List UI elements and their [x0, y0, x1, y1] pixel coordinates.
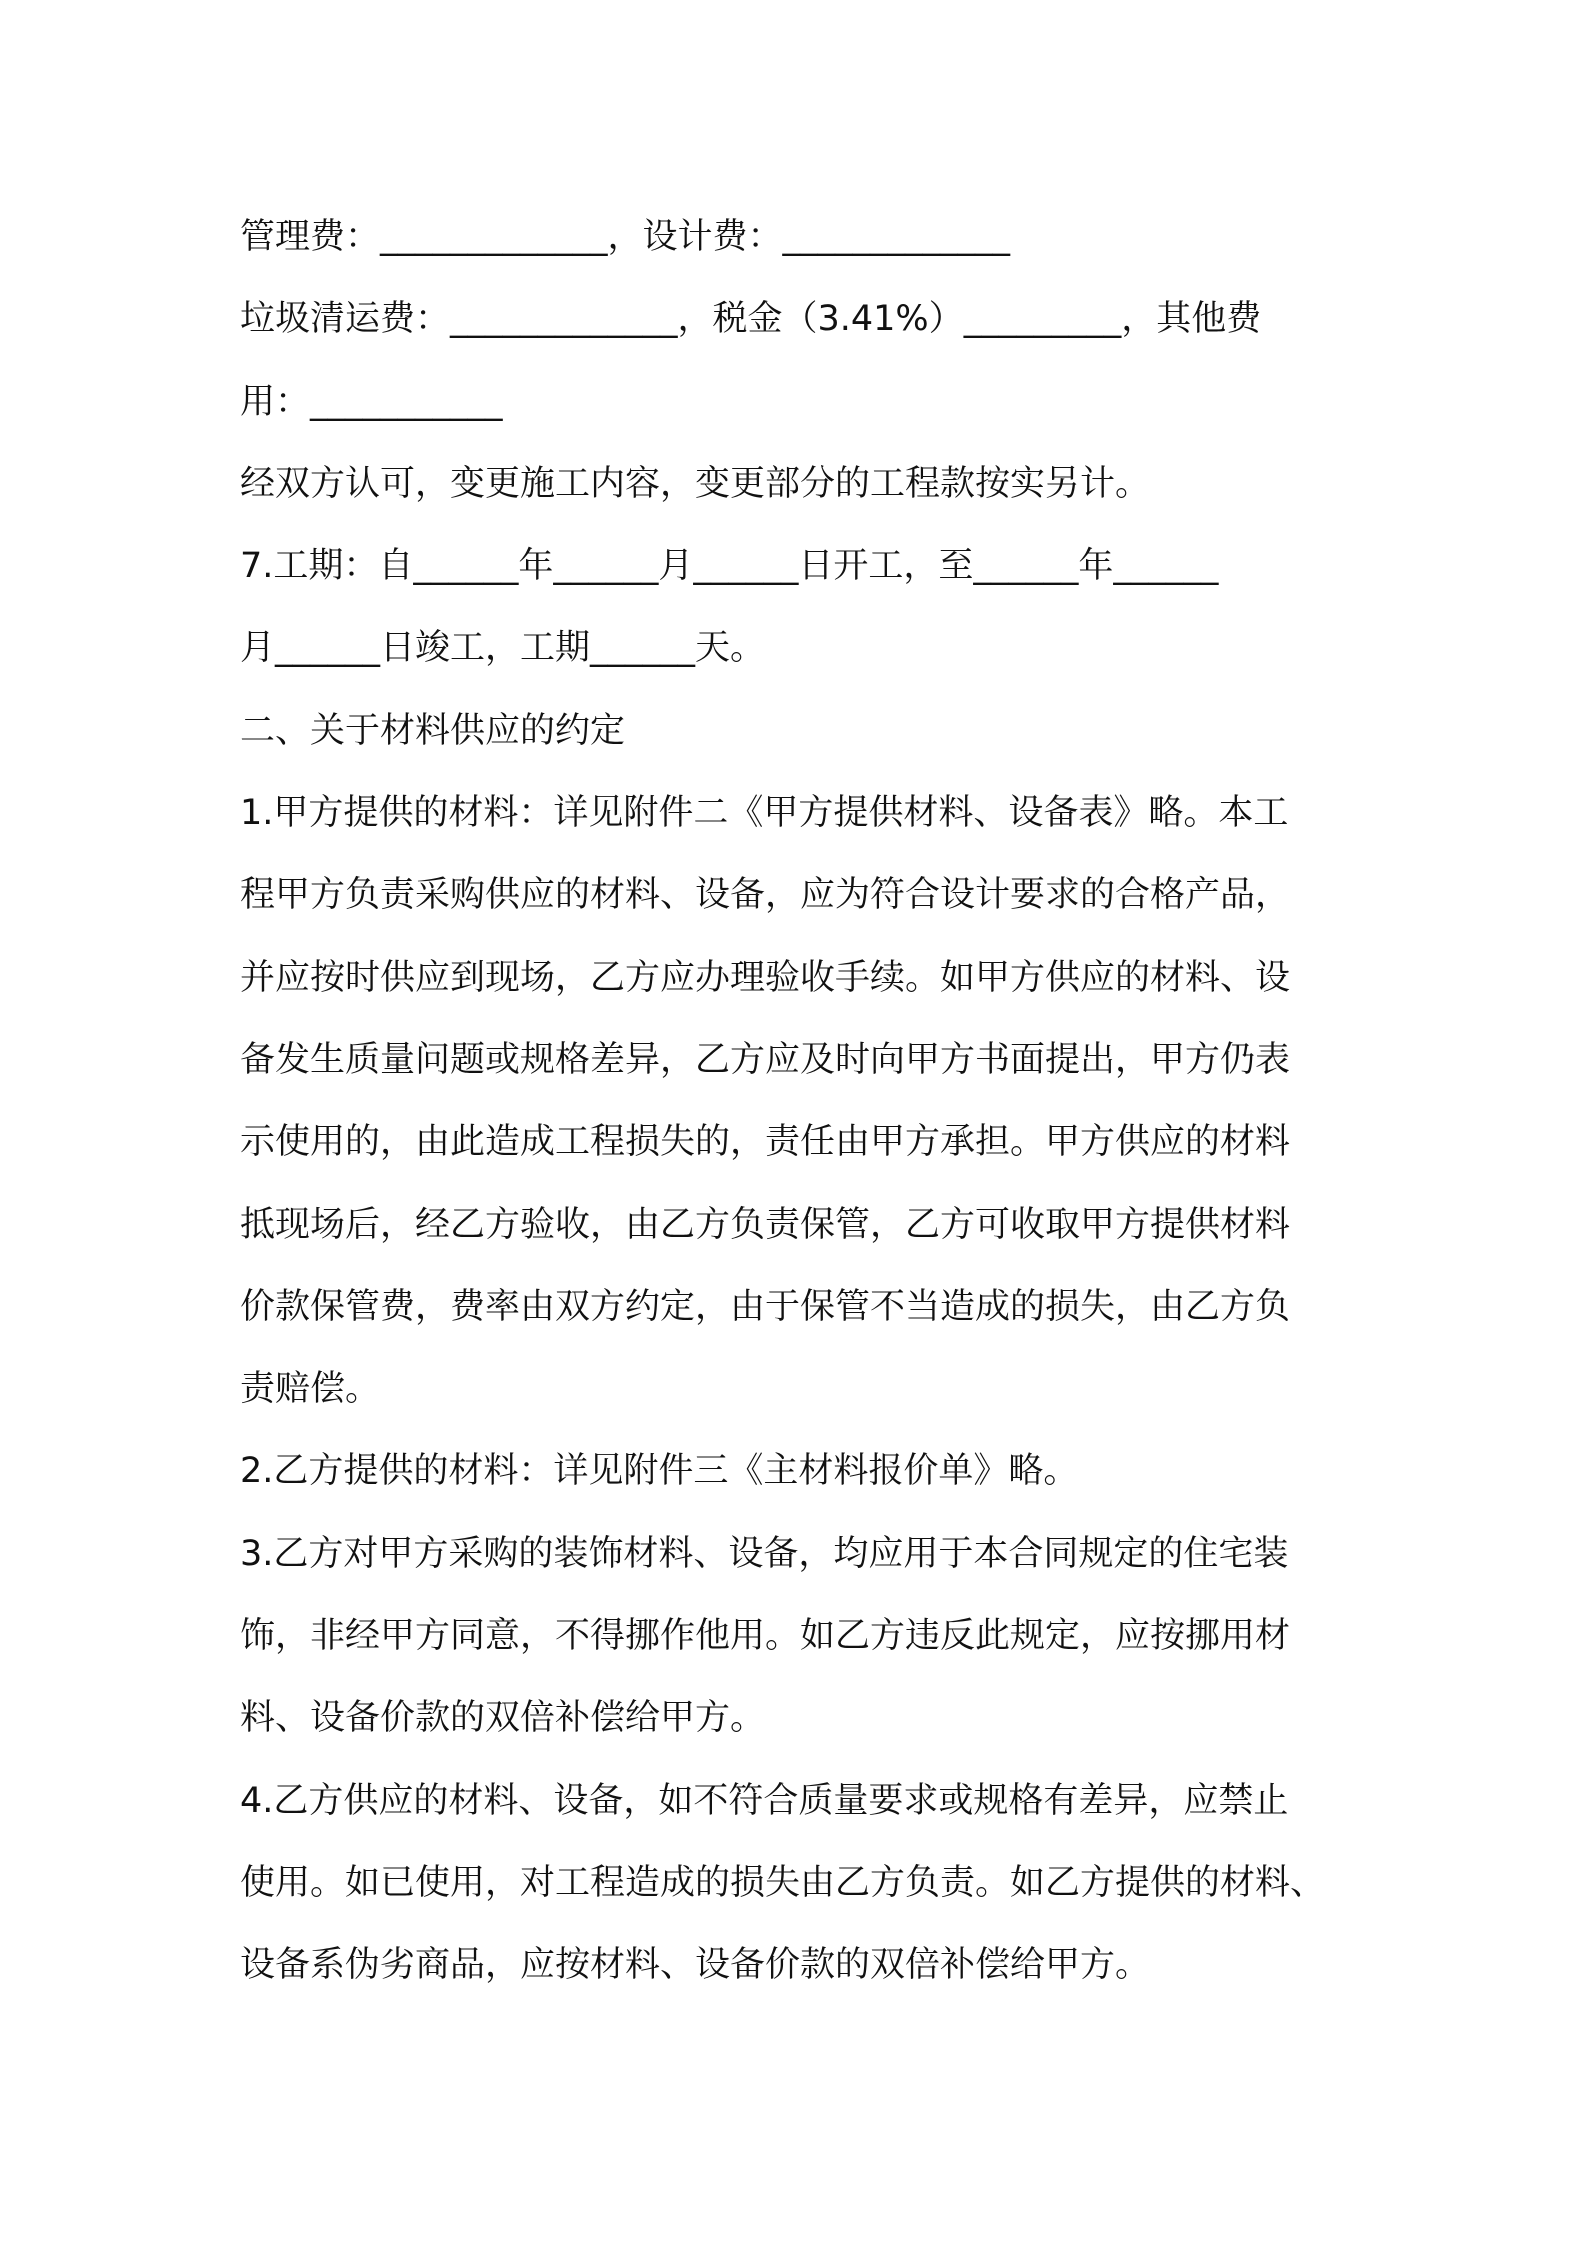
clause-1-line-2: 程甲方负责采购供应的材料、设备，应为符合设计要求的合格产品， [240, 875, 1291, 916]
clause-1-line-5: 示使用的，由此造成工程损失的，责任由甲方承担。甲方供应的材料 [240, 1122, 1291, 1163]
clause-1-line-7: 价款保管费，费率由双方约定，由于保管不当造成的损失，由乙方负 [240, 1286, 1291, 1327]
clause-1-line-3: 并应按时供应到现场，乙方应办理验收手续。如甲方供应的材料、设 [240, 957, 1291, 998]
clause-1-line-1: 1.甲方提供的材料：详见附件二《甲方提供材料、设备表》略。本工 [240, 793, 1289, 834]
clause-4-line-1: 4.乙方供应的材料、设备，如不符合质量要求或规格有差异，应禁止 [240, 1780, 1289, 1821]
clause-3-line-1: 3.乙方对甲方采购的装饰材料、设备，均应用于本合同规定的住宅装 [240, 1533, 1289, 1574]
clause-2-line-1: 2.乙方提供的材料：详见附件三《主材料报价单》略。 [240, 1451, 1079, 1492]
clause-4-line-2: 使用。如已使用，对工程造成的损失由乙方负责。如乙方提供的材料、 [240, 1862, 1326, 1903]
text-line-schedule-start: 7.工期：自______年______月______日开工，至______年______ [240, 546, 1219, 587]
text-line-fees-waste-tax: 垃圾清运费：_____________，税金（3.41%）_________，其他费 [240, 299, 1262, 340]
text-line-change-clause: 经双方认可，变更施工内容，变更部分的工程款按实另计。 [240, 463, 1151, 504]
clause-1-line-6: 抵现场后，经乙方验收，由乙方负责保管，乙方可收取甲方提供材料 [240, 1204, 1291, 1245]
text-line-schedule-end: 月______日竣工，工期______天。 [240, 628, 766, 669]
text-line-fees-other: 用：___________ [240, 381, 503, 422]
clause-3-line-2: 饰，非经甲方同意，不得挪作他用。如乙方违反此规定，应按挪用材 [240, 1616, 1291, 1657]
document-body [240, 196, 1360, 2007]
clause-1-line-8: 责赔偿。 [240, 1369, 381, 1410]
clause-4-line-3: 设备系伪劣商品，应按材料、设备价款的双倍补偿给甲方。 [240, 1945, 1151, 1986]
clause-3-line-3: 料、设备价款的双倍补偿给甲方。 [240, 1698, 766, 1739]
clause-1-line-4: 备发生质量问题或规格差异，乙方应及时向甲方书面提出，甲方仍表 [240, 1039, 1291, 1080]
section-heading-materials: 二、关于材料供应的约定 [240, 710, 626, 751]
text-line-fees-management-design: 管理费：_____________，设计费：_____________ [240, 217, 1011, 257]
